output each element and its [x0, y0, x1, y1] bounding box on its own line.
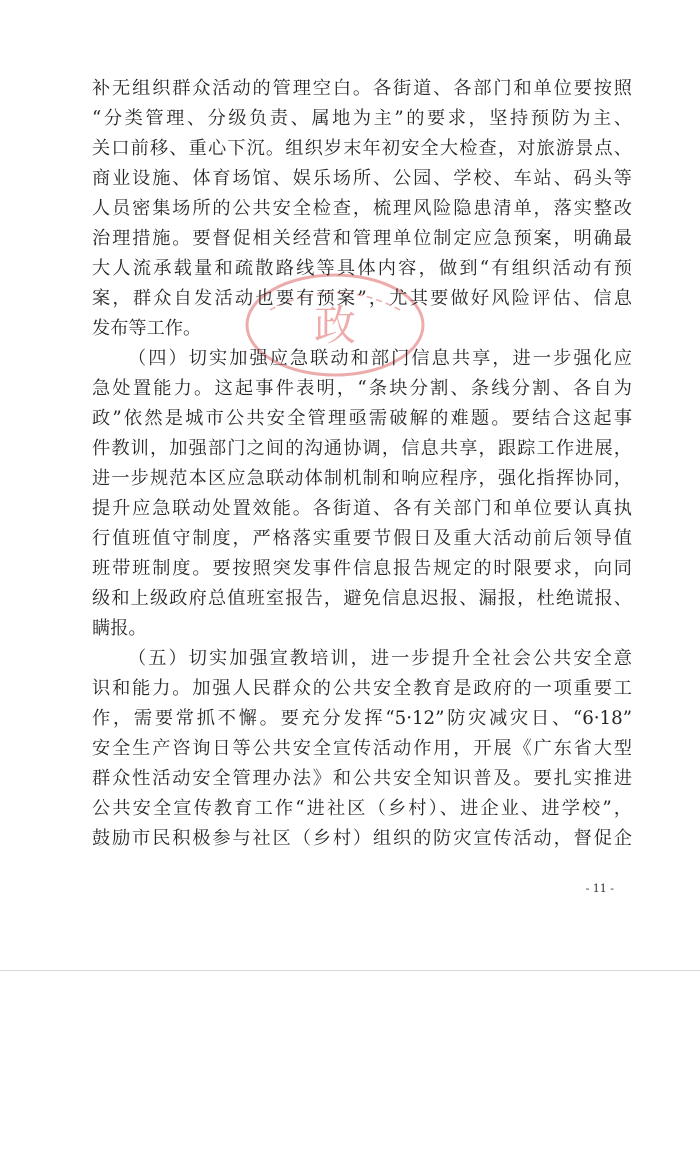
body-text: [92, 74, 632, 854]
text-line: 提升应急联动处置效能。各街道、各有关部门和单位要认真执: [92, 498, 632, 519]
text-line: 发布等工作。: [92, 318, 202, 339]
text-line: 大人流承载量和疏散路线等具体内容，做到“有组织活动有预: [92, 258, 632, 279]
text-line: 作，需要常抓不懈。要充分发挥“5·12”防灾减灾日、“6·18”: [92, 708, 632, 729]
text-line: （四）切实加强应急联动和部门信息共享，进一步强化应: [128, 348, 632, 369]
text-line: 公共安全宣传教育工作“进社区（乡村）、进企业、进学校”，: [92, 798, 632, 819]
text-line: 治理措施。要督促相关经营和管理单位制定应急预案，明确最: [92, 228, 632, 249]
text-line: 补无组织群众活动的管理空白。各街道、各部门和单位要按照: [92, 78, 632, 99]
page-number: - 11 -: [585, 882, 614, 895]
text-line: （五）切实加强宣教培训，进一步提升全社会公共安全意: [128, 648, 632, 669]
text-line: 行值班值守制度，严格落实重要节假日及重大活动前后领导值: [92, 528, 632, 549]
text-line: 政”依然是城市公共安全管理亟需破解的难题。要结合这起事: [92, 408, 632, 429]
text-line: 群众性活动安全管理办法》和公共安全知识普及。要扎实推进: [92, 768, 632, 789]
text-line: 瞒报。: [92, 618, 147, 639]
text-line: 级和上级政府总值班室报告，避免信息迟报、漏报，杜绝谎报、: [92, 588, 632, 609]
text-line: 班带班制度。要按照突发事件信息报告规定的时限要求，向同: [92, 558, 632, 579]
text-line: 关口前移、重心下沉。组织岁末年初安全大检查，对旅游景点、: [92, 138, 632, 159]
text-line: 人员密集场所的公共安全检查，梳理风险隐患清单，落实整改: [92, 198, 632, 219]
text-line: 急处置能力。这起事件表明，“条块分割、条线分割、各自为: [92, 378, 632, 399]
text-line: 进一步规范本区应急联动体制机制和响应程序，强化指挥协同，: [92, 468, 632, 489]
page-background: [0, 971, 700, 1152]
svg-text:政: 政: [313, 301, 357, 350]
text-line: 识和能力。加强人民群众的公共安全教育是政府的一项重要工: [92, 678, 632, 699]
text-line: 案，群众自发活动也要有预案”，尤其要做好风险评估、信息: [92, 288, 632, 309]
text-line: 件教训，加强部门之间的沟通协调，信息共享，跟踪工作进展，: [92, 438, 632, 459]
text-line: “分类管理、分级负责、属地为主”的要求，坚持预防为主、: [92, 108, 632, 129]
text-line: 安全生产咨询日等公共安全宣传活动作用，开展《广东省大型: [92, 738, 632, 759]
text-line: 商业设施、体育场馆、娱乐场所、公园、学校、车站、码头等: [92, 168, 632, 189]
text-line: 鼓励市民积极参与社区（乡村）组织的防灾宣传活动，督促企: [92, 828, 632, 849]
